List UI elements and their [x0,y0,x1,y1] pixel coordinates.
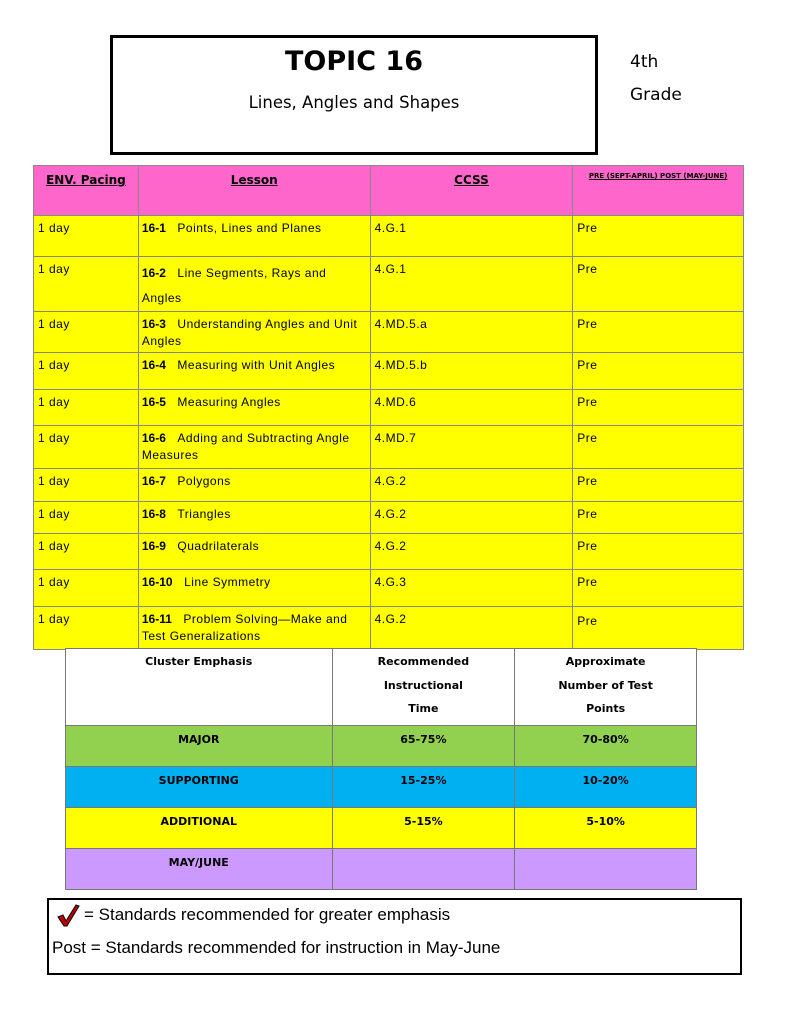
lesson-prepost: Pre [573,353,744,390]
lesson-number: 16-9 [141,539,166,553]
lesson-ccss: 4.MD.6 [370,390,573,426]
lesson-ccss: 4.MD.7 [370,426,573,469]
lesson-pacing: 1 day [34,534,139,570]
lesson-row [34,570,744,607]
cluster-name: MAY/JUNE [66,849,333,890]
lesson-number: 16-1 [141,221,166,235]
lesson-prepost: Pre [573,469,744,502]
lesson-prepost: Pre [573,426,744,469]
lesson-title: Understanding Angles and Unit Angles [141,317,358,348]
lesson-row [34,469,744,502]
cluster-row-supporting [66,767,697,808]
lesson-row [34,426,744,469]
legend-box [47,898,742,975]
cluster-points: 70-80% [515,726,697,767]
cluster-time: 65-75% [332,726,515,767]
cluster-name: ADDITIONAL [66,808,333,849]
lesson-title: Quadrilaterals [177,539,260,553]
lesson-cell [138,353,370,390]
cluster-points: 5-10% [515,808,697,849]
lesson-prepost: Pre [573,312,744,353]
grade-number: 4th [630,52,659,72]
lesson-pacing: 1 day [34,257,139,312]
grade-label: Grade [630,85,682,105]
lessons-table [33,165,744,650]
cluster-time [332,849,515,890]
lesson-cell [138,390,370,426]
lesson-cell [138,534,370,570]
col-header-prepost: PRE (SEPT-APRIL) POST (MAY-JUNE) [573,166,744,216]
lesson-title: Polygons [177,474,231,488]
lesson-row [34,534,744,570]
lesson-row [34,312,744,353]
topic-title: TOPIC 16 [285,46,423,77]
lesson-cell [138,502,370,534]
lesson-prepost: Pre [573,390,744,426]
lesson-prepost: Pre [573,257,744,312]
lesson-ccss: 4.G.3 [370,570,573,607]
lesson-row [34,216,744,257]
cluster-emphasis-table [65,648,697,890]
lesson-number: 16-7 [141,474,166,488]
lesson-prepost: Pre [573,216,744,257]
lesson-pacing: 1 day [34,502,139,534]
lesson-prepost: Pre [573,502,744,534]
col-header-pacing: ENV. Pacing [34,166,139,216]
cluster-time: 5-15% [332,808,515,849]
lesson-title: Adding and Subtracting Angle Measures [141,431,350,462]
cluster-points: 10-20% [515,767,697,808]
cluster-name: SUPPORTING [66,767,333,808]
cluster-time: 15-25% [332,767,515,808]
lesson-pacing: 1 day [34,607,139,650]
lesson-ccss: 4.G.2 [370,534,573,570]
lesson-row [34,502,744,534]
lesson-row [34,607,744,650]
title-box [110,35,598,155]
lesson-number: 16-6 [141,431,166,445]
cluster-name: MAJOR [66,726,333,767]
lesson-title: Line Segments, Rays and Angles [141,266,327,305]
lesson-prepost: Pre [573,534,744,570]
lesson-number: 16-10 [141,575,173,589]
lesson-prepost: Pre [573,570,744,607]
lesson-ccss: 4.MD.5.a [370,312,573,353]
lesson-pacing: 1 day [34,312,139,353]
lessons-header-row [34,166,744,216]
legend-emphasis-text: = Standards recommended for greater emphasis [84,905,451,924]
cluster-header-points: Approximate Number of Test Points [515,649,697,726]
topic-subtitle: Lines, Angles and Shapes [248,93,460,112]
lesson-pacing: 1 day [34,469,139,502]
lesson-title: Measuring Angles [177,395,281,409]
lesson-ccss: 4.G.2 [370,502,573,534]
lesson-pacing: 1 day [34,353,139,390]
cluster-row-additional [66,808,697,849]
cluster-row-major [66,726,697,767]
lesson-cell [138,312,370,353]
lesson-cell [138,216,370,257]
legend-post-text: Post = Standards recommended for instruction in May-June [52,938,501,957]
lesson-number: 16-3 [141,317,166,331]
lesson-cell [138,570,370,607]
lesson-pacing: 1 day [34,570,139,607]
lesson-number: 16-11 [141,612,172,626]
lesson-ccss: 4.G.1 [370,216,573,257]
lesson-number: 16-4 [141,358,166,372]
lesson-cell [138,469,370,502]
lesson-cell [138,607,370,650]
lesson-prepost: Pre [573,607,744,650]
lesson-title: Problem Solving—Make and Test Generalizations [141,612,348,643]
lesson-ccss: 4.G.2 [370,607,573,650]
lesson-number: 16-8 [141,507,166,521]
cluster-header-row [66,649,697,726]
lesson-ccss: 4.G.2 [370,469,573,502]
col-header-lesson: Lesson [138,166,370,216]
col-header-ccss: CCSS [370,166,573,216]
lesson-number: 16-2 [141,266,166,280]
lesson-pacing: 1 day [34,426,139,469]
lesson-number: 16-5 [141,395,166,409]
lesson-cell [138,426,370,469]
lesson-ccss: 4.G.1 [370,257,573,312]
cluster-points [515,849,697,890]
lesson-ccss: 4.MD.5.b [370,353,573,390]
lesson-title: Measuring with Unit Angles [177,358,336,372]
lesson-title: Triangles [177,507,231,521]
cluster-header-emphasis: Cluster Emphasis [66,649,333,726]
lesson-cell [138,257,370,312]
lesson-row [34,390,744,426]
red-checkmark-icon [56,903,80,927]
lesson-row [34,257,744,312]
lesson-pacing: 1 day [34,390,139,426]
lesson-pacing: 1 day [34,216,139,257]
cluster-header-time: Recommended Instructional Time [332,649,515,726]
lesson-row [34,353,744,390]
cluster-row-may-june [66,849,697,890]
lesson-title: Points, Lines and Planes [177,221,322,235]
lesson-title: Line Symmetry [184,575,271,589]
